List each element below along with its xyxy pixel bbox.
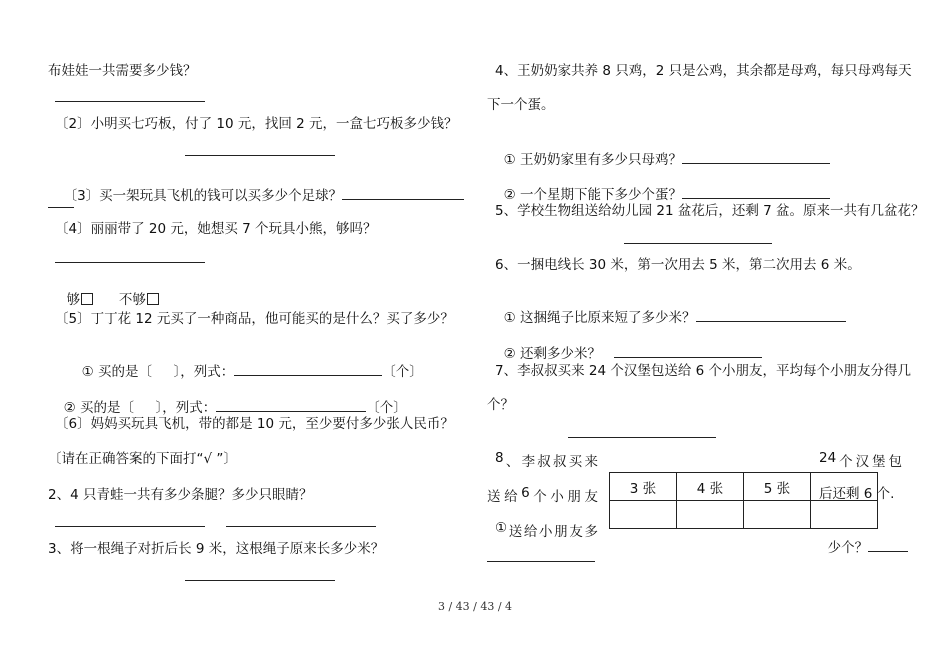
glyph: 叔: [553, 454, 567, 470]
problem-8-left-line1: [495, 450, 598, 470]
table-header: 3 张: [610, 473, 677, 501]
problem-3: 3、将一根绳子对折后长 9 米，这根绳子原来长多少米？: [48, 541, 385, 557]
table-cell[interactable]: [677, 501, 744, 529]
glyph: 24: [819, 450, 837, 466]
glyph: 小: [550, 489, 564, 505]
equation-blank[interactable]: [216, 398, 366, 412]
question-5a: [73, 344, 423, 381]
question-5b: [55, 380, 407, 417]
glyph: 给: [504, 489, 518, 505]
problem-8-right-line3-text: 少个？: [827, 540, 869, 556]
enough-label: 够: [66, 292, 81, 308]
question-3: [55, 168, 464, 205]
question-4: 〔4〕丽丽带了 20 元，她想买 7 个玩具小熊，够吗？: [55, 221, 377, 237]
answer-blank[interactable]: [696, 308, 846, 322]
answer-blank[interactable]: [55, 101, 205, 102]
problem-4-part2: [495, 167, 830, 204]
problem-8-left-line2: [487, 485, 598, 505]
glyph: 6: [521, 485, 530, 501]
not-enough-checkbox[interactable]: [147, 293, 159, 305]
problem-4-line2: 下一个蛋。: [487, 97, 555, 113]
glyph: 友: [584, 489, 598, 505]
problem-6-part1-text: ① 这捆绳子比原来短了多少米？: [503, 310, 696, 326]
answer-blank[interactable]: [487, 561, 595, 562]
glyph: 小: [539, 524, 553, 540]
glyph: 8: [495, 450, 504, 466]
question-2: 〔2〕小明买七巧板，付了 10 元，找回 2 元，一盒七巧板多少钱？: [55, 116, 458, 132]
choice-row: [58, 273, 159, 309]
answer-blank[interactable]: [682, 185, 830, 199]
unit-label: 〔个〕: [382, 364, 423, 380]
glyph: 、: [505, 454, 520, 470]
glyph: 多: [584, 524, 598, 540]
problem-5: 5、学校生物组送给幼儿园 21 盆花后，还剩 7 盆。原来一共有几盆花？: [495, 203, 925, 219]
table-header: 5 张: [744, 473, 811, 501]
glyph: 个: [839, 454, 853, 470]
glyph: 叔: [537, 454, 551, 470]
answer-blank[interactable]: [226, 526, 376, 527]
glyph: 包: [888, 454, 902, 470]
question-5b-text: ② 买的是〔 〕，列式：: [63, 400, 217, 416]
answer-blank[interactable]: [185, 155, 335, 156]
answer-blank[interactable]: [342, 186, 464, 200]
glyph: 给: [523, 524, 538, 540]
glyph: 友: [569, 524, 583, 540]
table-header: 4 张: [677, 473, 744, 501]
problem-8-right-line2: 后还剩 6 个.: [819, 486, 895, 502]
answer-blank[interactable]: [868, 538, 908, 552]
equation-blank[interactable]: [234, 362, 382, 376]
problem-4-line1: 4、王奶奶家共养 8 只鸡，2 只是公鸡，其余都是母鸡，每只母鸡每天: [495, 63, 912, 79]
answer-blank[interactable]: [55, 262, 205, 263]
question-6: 〔6〕妈妈买玩具飞机，带的都是 10 元，至少要付多少张人民币？: [55, 416, 454, 432]
unit-label: 〔个〕: [366, 400, 407, 416]
question-6-note: 〔请在正确答案的下面打“√ ”〕: [48, 451, 237, 467]
question-line: 布娃娃一共需要多少钱？: [48, 63, 197, 79]
answer-blank-continued[interactable]: [48, 207, 74, 208]
problem-8-left-line3: [495, 520, 598, 540]
glyph: 朋: [554, 524, 568, 540]
answer-blank[interactable]: [682, 150, 830, 164]
problem-4-part1: [495, 132, 830, 169]
glyph: 李: [521, 454, 536, 470]
problem-2: 2、4 只青蛙一共有多少条腿？多少只眼睛？: [48, 487, 313, 503]
problem-8-right-line1: [819, 450, 902, 470]
answer-blank[interactable]: [624, 243, 772, 244]
problem-6-part1: [495, 290, 846, 327]
problem-6: 6、一捆电线长 30 米，第一次用去 5 米，第二次用去 6 米。: [495, 257, 861, 273]
page-number: 3 / 43 / 43 / 4: [437, 600, 513, 613]
answer-blank[interactable]: [55, 526, 205, 527]
problem-7-line1: 7、李叔叔买来 24 个汉堡包送给 6 个小朋友，平均每个小朋友分得几: [495, 363, 912, 379]
enough-checkbox[interactable]: [81, 293, 93, 305]
question-5a-text: ① 买的是〔 〕，列式：: [81, 364, 235, 380]
answer-blank[interactable]: [185, 580, 335, 581]
question-3-text: 〔3〕买一架玩具飞机的钱可以买多少个足球？: [63, 188, 343, 204]
glyph: 买: [568, 454, 583, 470]
glyph: 来: [584, 454, 598, 470]
problem-6-part2-text: ② 还剩多少米？: [503, 346, 601, 362]
glyph: 堡: [872, 454, 886, 470]
problem-6-part2: [495, 326, 762, 363]
glyph: 送: [487, 489, 501, 505]
problem-8-right-line3: [819, 520, 908, 557]
table-cell[interactable]: [744, 501, 811, 529]
problem-7-line2: 个？: [487, 397, 514, 413]
table-cell[interactable]: [610, 501, 677, 529]
answer-blank[interactable]: [568, 437, 716, 438]
problem-4-part1-text: ① 王奶奶家里有多少只母鸡？: [503, 152, 682, 168]
problem-4-part2-text: ② 一个星期下能下多少个蛋？: [503, 187, 682, 203]
glyph: 个: [533, 489, 547, 505]
glyph: 朋: [567, 489, 581, 505]
glyph: 送: [508, 524, 523, 540]
answer-blank[interactable]: [614, 344, 762, 358]
glyph: ①: [495, 520, 508, 536]
not-enough-label: 不够: [118, 292, 146, 308]
glyph: 汉: [855, 454, 870, 470]
question-5: 〔5〕丁丁花 12 元买了一种商品，他可能买的是什么？买了多少？: [55, 311, 454, 327]
